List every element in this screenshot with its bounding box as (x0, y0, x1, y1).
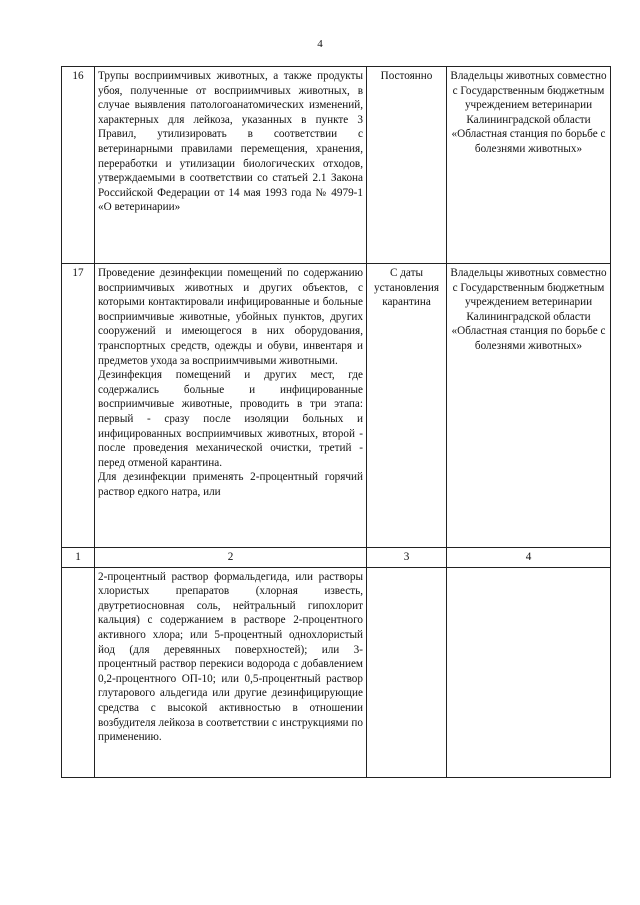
description-paragraph: Проведение дезинфекции помещений по содержанию восприимчивых животных и других объектов, с которыми контактировали инфицированные и больные восприимчивые животные, убойных пунктов, других сооружений и имеющегося в них оборудования, транспортных средств, одежды и обуви, инвентаря и предметов ухода за восприимчивыми животными. (98, 267, 363, 367)
table-row (62, 67, 611, 264)
row-number-empty (62, 567, 95, 777)
measures-table (61, 66, 611, 778)
measure-term: Постоянно (367, 67, 447, 264)
description-paragraph: 2-процентный раствор формальдегида, или растворы хлористых препаратов (хлорная известь, двутретиосновная соль, нейтральный гипохлорит кальция) с содержанием в растворе 2-процентного активного хлора; или 5-процентный однохлористый йод (для деревянных поверхностей); или 3-процентный раствор перекиси водорода с добавлением 0,2-процентного ОП-10; или 0,5-процентный раствор глутарового альдегида или другие дезинфицирующие средства с высокой активностью в отношении возбудителя лейкоза в соответствии с инструкциями по применению. (98, 570, 363, 744)
description-paragraph: Для дезинфекции применять 2-процентный горячий раствор едкого натра, или (98, 471, 363, 498)
measure-description (95, 67, 367, 264)
column-numbers-row (62, 548, 611, 568)
table-row (62, 567, 611, 777)
measure-responsible: Владельцы животных совместно с Государственным бюджетным учреждением ветеринарии Калининградской области «Областная станция по борьбе с болезнями животных» (447, 67, 611, 264)
measure-term-empty (367, 567, 447, 777)
row-number: 16 (62, 67, 95, 264)
description-paragraph: Дезинфекция помещений и других мест, где содержались больные и инфицированные восприимчивые животные, проводить в три этапа: первый - сразу после изоляции больных и инфицированных восприимчивых животных, второй - после проведения механической очистки, третий - перед отменой карантина. (98, 369, 363, 469)
column-number: 4 (447, 548, 611, 568)
column-number: 3 (367, 548, 447, 568)
measure-responsible: Владельцы животных совместно с Государственным бюджетным учреждением ветеринарии Калининградской области «Областная станция по борьбе с болезнями животных» (447, 264, 611, 548)
table-row (62, 264, 611, 548)
column-number: 1 (62, 548, 95, 568)
measure-description (95, 264, 367, 548)
column-number: 2 (95, 548, 367, 568)
measure-responsible-empty (447, 567, 611, 777)
row-number: 17 (62, 264, 95, 548)
measure-description (95, 567, 367, 777)
measure-term: С даты установления карантина (367, 264, 447, 548)
description-paragraph: Трупы восприимчивых животных, а также продукты убоя, полученные от восприимчивых животных, в случае выявления патологоанатомических изменений, характерных для лейкоза, указанных в пункте 3 Правил, утилизировать в соответствии с ветеринарными правилами перемещения, хранения, переработки и утилизации биологических отходов, утверждаемыми в соответствии со статьей 2.1 Закона Российской Федерации от 14 мая 1993 года № 4979-1 «О ветеринарии» (98, 70, 363, 214)
page-number: 4 (317, 38, 323, 50)
